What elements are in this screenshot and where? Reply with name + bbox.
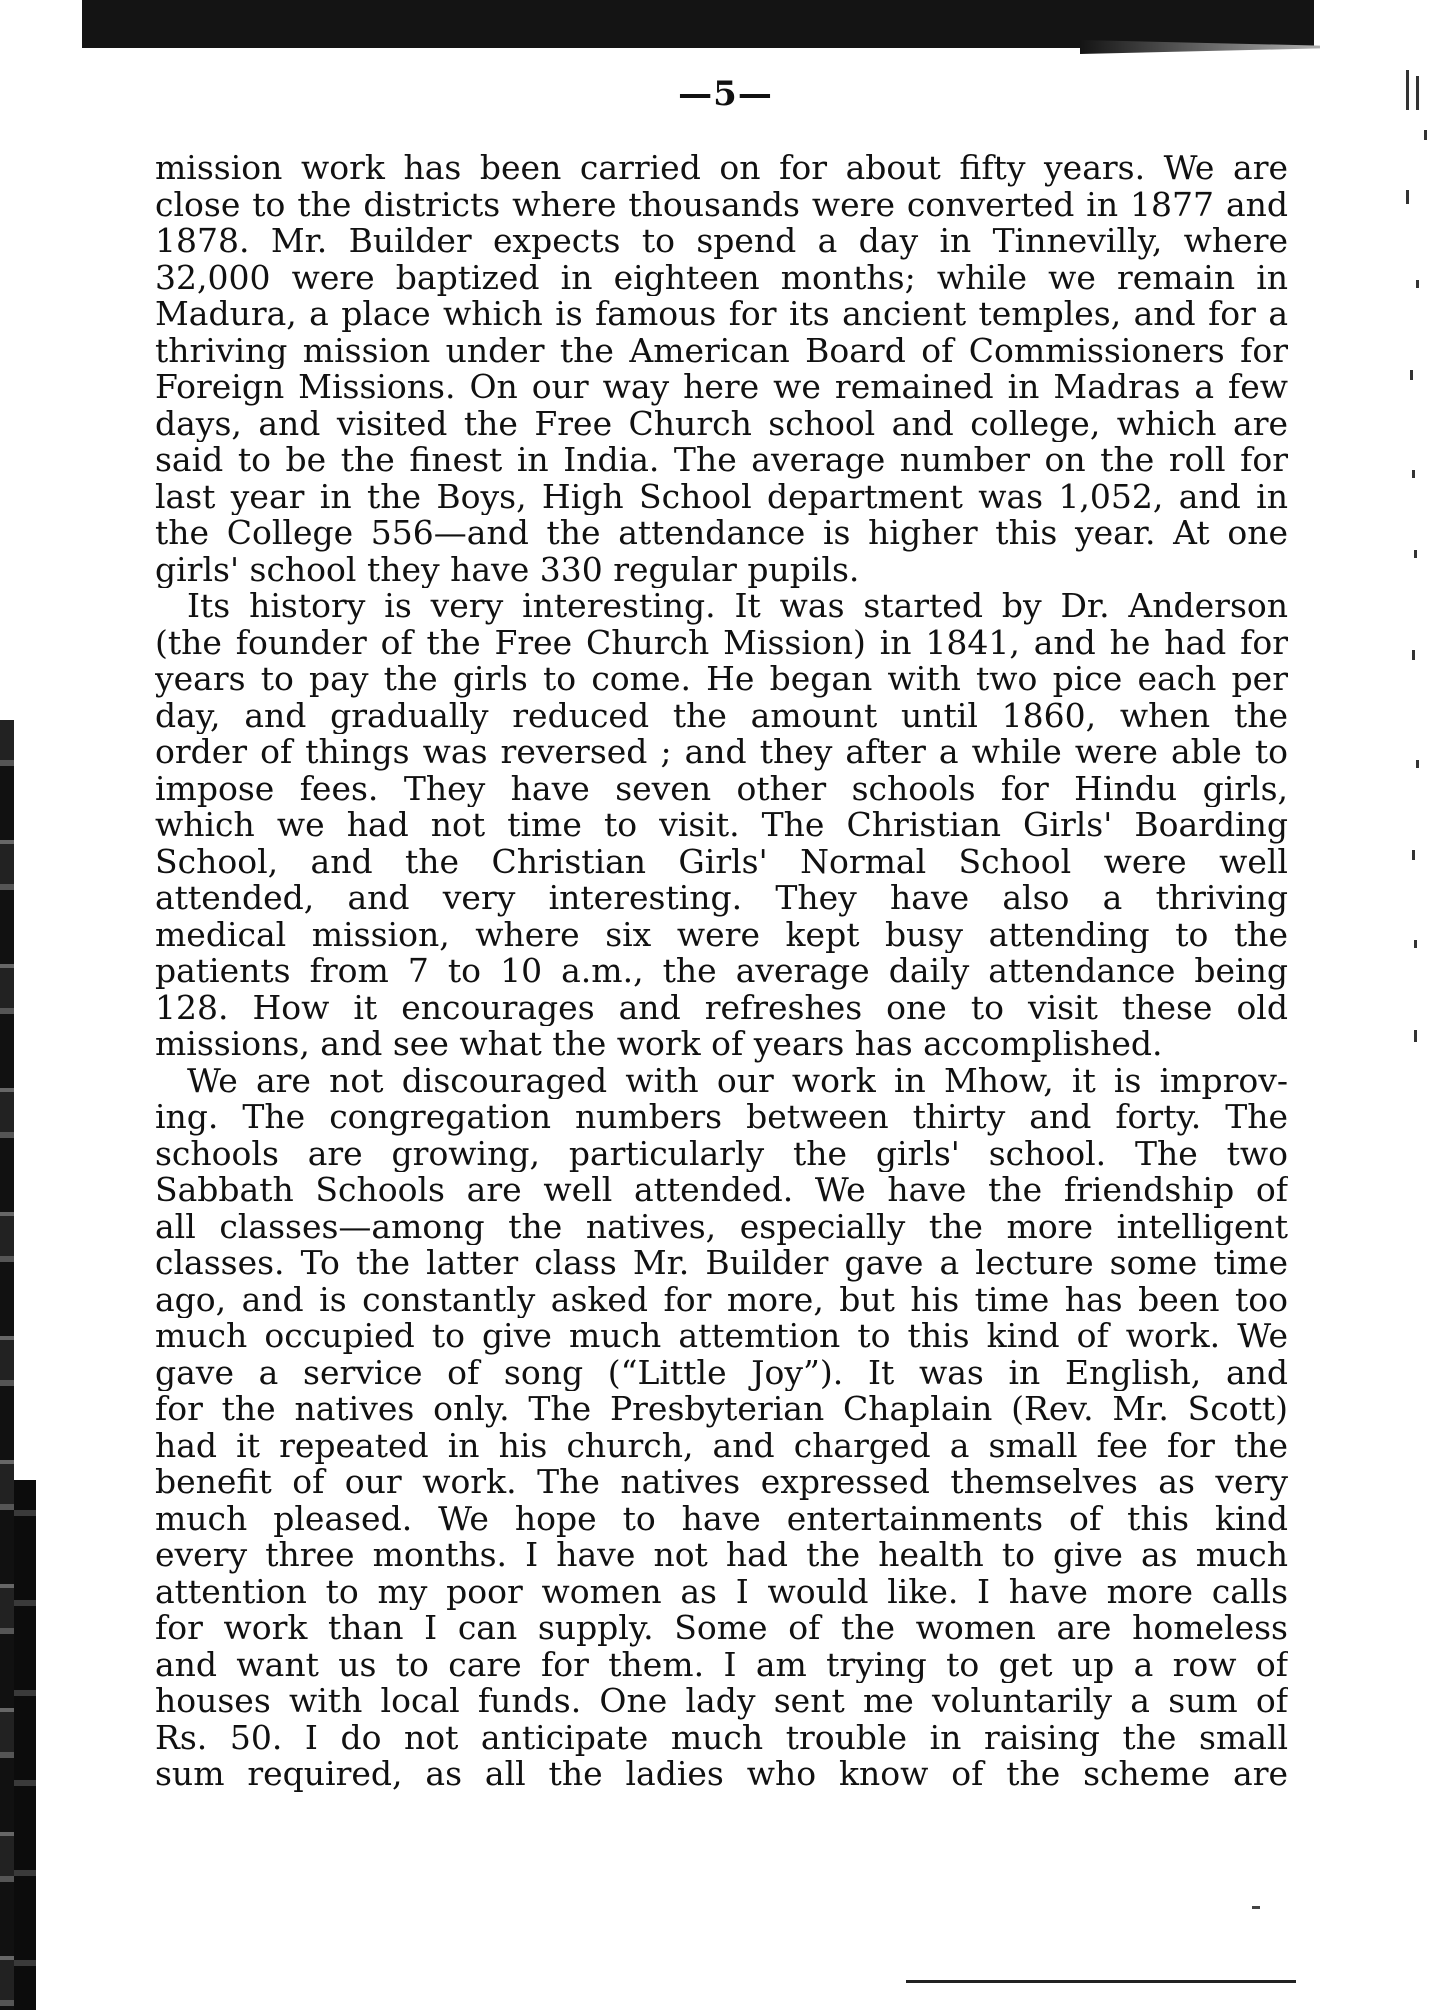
text-line: attended, and very interesting. They have also a thriving (155, 880, 1288, 917)
text-line: thriving mission under the American Board of Commissioners for (155, 332, 1288, 369)
page-number: —5— (678, 74, 773, 114)
text-line: which we had not time to visit. The Christian Girls' Boarding (155, 807, 1288, 844)
text-line: attention to my poor women as I would like. I have more calls (155, 1573, 1288, 1610)
text-line: much occupied to give much attemtion to this kind of work. We (155, 1318, 1288, 1355)
text-line: girls' school they have 330 regular pupils. (155, 551, 860, 588)
text-line: and want us to care for them. I am trying to get up a row of (155, 1646, 1288, 1683)
text-line: Rs. 50. I do not anticipate much trouble in raising the small (155, 1719, 1288, 1756)
text-line: patients from 7 to 10 a.m., the average daily attendance being (155, 953, 1288, 990)
text-line: sum required, as all the ladies who know of the scheme are (155, 1756, 1288, 1793)
text-line: 1878. Mr. Builder expects to spend a day in Tinnevilly, where (155, 223, 1288, 260)
text-line: years to pay the girls to come. He began with two pice each per (155, 661, 1288, 698)
scan-top-border (82, 0, 1314, 48)
text-line: impose fees. They have seven other schools for Hindu girls, (155, 770, 1288, 807)
text-line: for work than I can supply. Some of the women are homeless (155, 1610, 1288, 1647)
text-line: benefit of our work. The natives expressed themselves as very (155, 1464, 1288, 1501)
text-line: (the founder of the Free Church Mission) in 1841, and he had for (155, 624, 1288, 661)
text-line: gave a service of song (“Little Joy”). It was in English, and (155, 1354, 1288, 1391)
text-line: Sabbath Schools are well attended. We have the friendship of (155, 1172, 1288, 1209)
text-line: all classes—among the natives, especially the more intelligent (155, 1208, 1288, 1245)
text-line: day, and gradually reduced the amount until 1860, when the (155, 697, 1288, 734)
text-line: Madura, a place which is famous for its ancient temples, and for a (155, 296, 1288, 333)
body-text (155, 150, 1288, 1793)
text-line: School, and the Christian Girls' Normal School were well (155, 843, 1288, 880)
text-line: houses with local funds. One lady sent me voluntarily a sum of (155, 1683, 1288, 1720)
bottom-rule (906, 1980, 1296, 1983)
text-line: missions, and see what the work of years has accomplished. (155, 1026, 1163, 1063)
text-line: last year in the Boys, High School department was 1,052, and in (155, 478, 1288, 515)
text-line: schools are growing, particularly the girls' school. The two (155, 1135, 1288, 1172)
text-line: 32,000 were baptized in eighteen months; while we remain in (155, 259, 1288, 296)
text-line: had it repeated in his church, and charged a small fee for the (155, 1427, 1288, 1464)
text-line: Foreign Missions. On our way here we remained in Madras a few (155, 369, 1288, 406)
text-line: close to the districts where thousands were converted in 1877 and (155, 186, 1288, 223)
text-line: classes. To the latter class Mr. Builder gave a lecture some time (155, 1245, 1288, 1282)
text-line: said to be the finest in India. The average number on the roll for (155, 442, 1288, 479)
text-line: order of things was reversed ; and they after a while were able to (155, 734, 1288, 771)
text-line: medical mission, where six were kept busy attending to the (155, 916, 1288, 953)
text-line: every three months. I have not had the health to give as much (155, 1537, 1288, 1574)
text-line: Its history is very interesting. It was started by Dr. Anderson (187, 588, 1288, 625)
text-line: ing. The congregation numbers between thirty and forty. The (155, 1099, 1288, 1136)
text-line: days, and visited the Free Church school and college, which are (155, 405, 1288, 442)
scan-speck (1252, 1906, 1260, 1909)
text-line: mission work has been carried on for about fifty years. We are (155, 150, 1288, 187)
text-line: much pleased. We hope to have entertainments of this kind (155, 1500, 1288, 1537)
text-line: ago, and is constantly asked for more, but his time has been too (155, 1281, 1288, 1318)
text-line: for the natives only. The Presbyterian Chaplain (Rev. Mr. Scott) (155, 1391, 1288, 1428)
scan-right-margin-marks (1402, 70, 1432, 1070)
text-line: We are not discouraged with our work in Mhow, it is improv- (187, 1062, 1288, 1099)
scan-left-edge-lower (14, 1480, 36, 2010)
text-line: 128. How it encourages and refreshes one to visit these old (155, 989, 1288, 1026)
scan-left-edge (0, 720, 14, 2010)
text-line: the College 556—and the attendance is higher this year. At one (155, 515, 1288, 552)
